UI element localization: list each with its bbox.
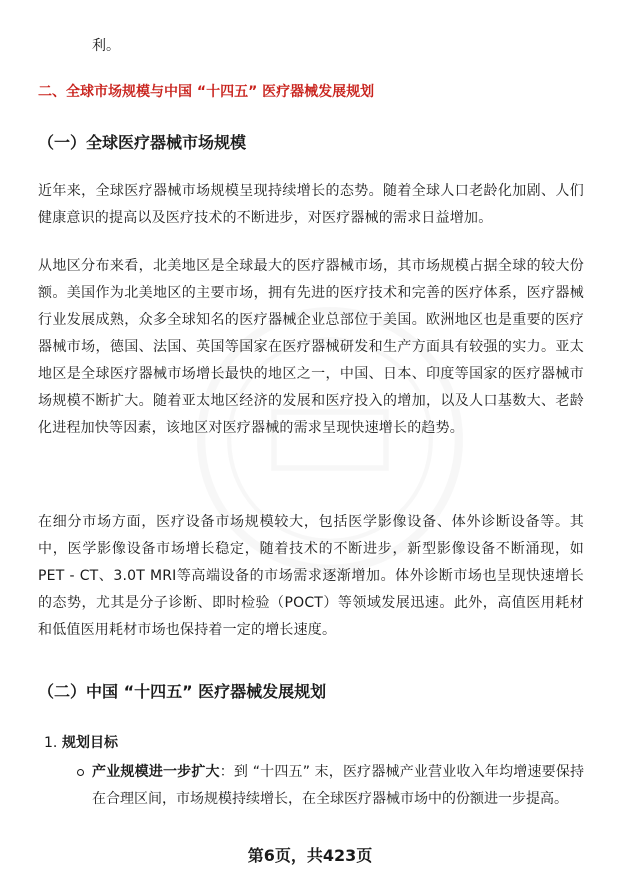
paragraph-regional-distribution: 从地区分布来看，北美地区是全球最大的医疗器械市场，其市场规模占据全球的较大份额。美国作为北美地区的主要市场，拥有先进的医疗技术和完善的医疗体系，医疗器械行业发展成熟，众多全球知名的医疗器械企业总部位于美国。欧洲地区也是重要的医疗器械市场，德国、法国、英国等国家在医疗器械研发和生产方面具有较强的实力。亚太地区是全球医疗器械市场增长最快的地区之一，中国、日本、印度等国家的医疗器械市场规模不断扩大。随着亚太地区经济的发展和医疗投入的增加，以及人口基数大、老龄化进程加快等因素，该地区对医疗器械的需求呈现快速增长的趋势。 (38, 258, 584, 436)
bullet-item (78, 759, 584, 813)
bullet-text: ：到 “十四五” 末，医疗器械产业营业收入年均增速要保持在合理区间，市场规模持续增长，在全球医疗器械市场中的份额进一步提高。 (92, 764, 585, 807)
subsection-title-china-plan: （二）中国 “十四五” 医疗器械发展规划 (38, 682, 327, 701)
bullet-body (78, 759, 584, 813)
page-footer: 第6页，共423页 (247, 846, 373, 865)
hollow-bullet-icon (77, 769, 84, 776)
section-heading: 二、全球市场规模与中国 “十四五” 医疗器械发展规划 (38, 84, 375, 100)
paragraph-market-growth: 近年来，全球医疗器械市场规模呈现持续增长的态势。随着全球人口老龄化加剧、人们健康意识的提高以及医疗技术的不断进步，对医疗器械的需求日益增加。 (38, 183, 584, 226)
subsection-title-global-market: （一）全球医疗器械市场规模 (38, 133, 247, 152)
carry-over-text: 利。 (92, 38, 120, 54)
list-item-title: 规划目标 (62, 735, 118, 751)
bullet-lead: 产业规模进一步扩大 (92, 764, 220, 780)
paragraph-segment-markets: 在细分市场方面，医疗设备市场规模较大，包括医学影像设备、体外诊断设备等。其中，医学影像设备市场增长稳定，随着技术的不断进步，新型影像设备不断涌现，如PET - CT、3.0T MRI等高端设备的市场需求逐渐增加。体外诊断市场也呈现快速增长的态势，尤其是分子诊断、即时检验（POCT）等领域发展迅速。此外，高值医用耗材和低值医用耗材市场也保持着一定的增长速度。 (38, 514, 584, 638)
list-number: 1. (44, 735, 58, 751)
numbered-list-item (44, 733, 118, 753)
